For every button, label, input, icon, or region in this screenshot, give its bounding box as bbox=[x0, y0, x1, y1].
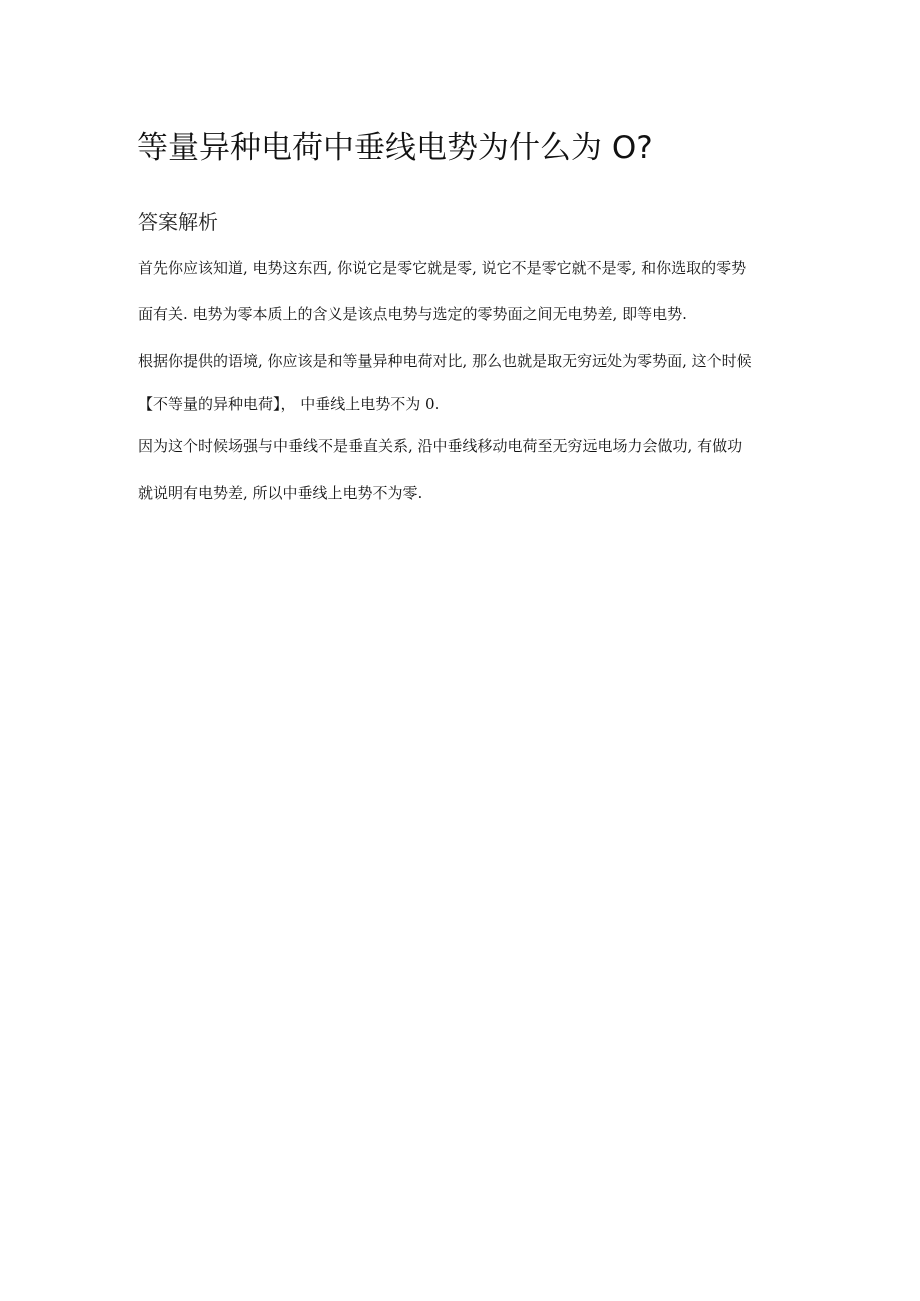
answer-line-6: 就说明有电势差, 所以中垂线上电势不为零. bbox=[138, 484, 423, 502]
answer-line-4: 【不等量的异种电荷】， 中垂线上电势不为 0. bbox=[138, 395, 440, 413]
answer-section-heading: 答案解析 bbox=[138, 210, 218, 234]
answer-line-2: 面有关. 电势为零本质上的含义是该点电势与选定的零势面之间无电势差, 即等电势. bbox=[138, 305, 687, 323]
page-title: 等量异种电荷中垂线电势为什么为 O? bbox=[137, 130, 653, 166]
answer-line-1: 首先你应该知道, 电势这东西, 你说它是零它就是零, 说它不是零它就不是零, 和你选取的零势 bbox=[138, 259, 747, 277]
answer-line-3: 根据你提供的语境, 你应该是和等量异种电荷对比, 那么也就是取无穷远处为零势面, 这个时候 bbox=[138, 352, 752, 370]
answer-line-5: 因为这个时候场强与中垂线不是垂直关系, 沿中垂线移动电荷至无穷远电场力会做功, 有做功 bbox=[138, 437, 743, 455]
